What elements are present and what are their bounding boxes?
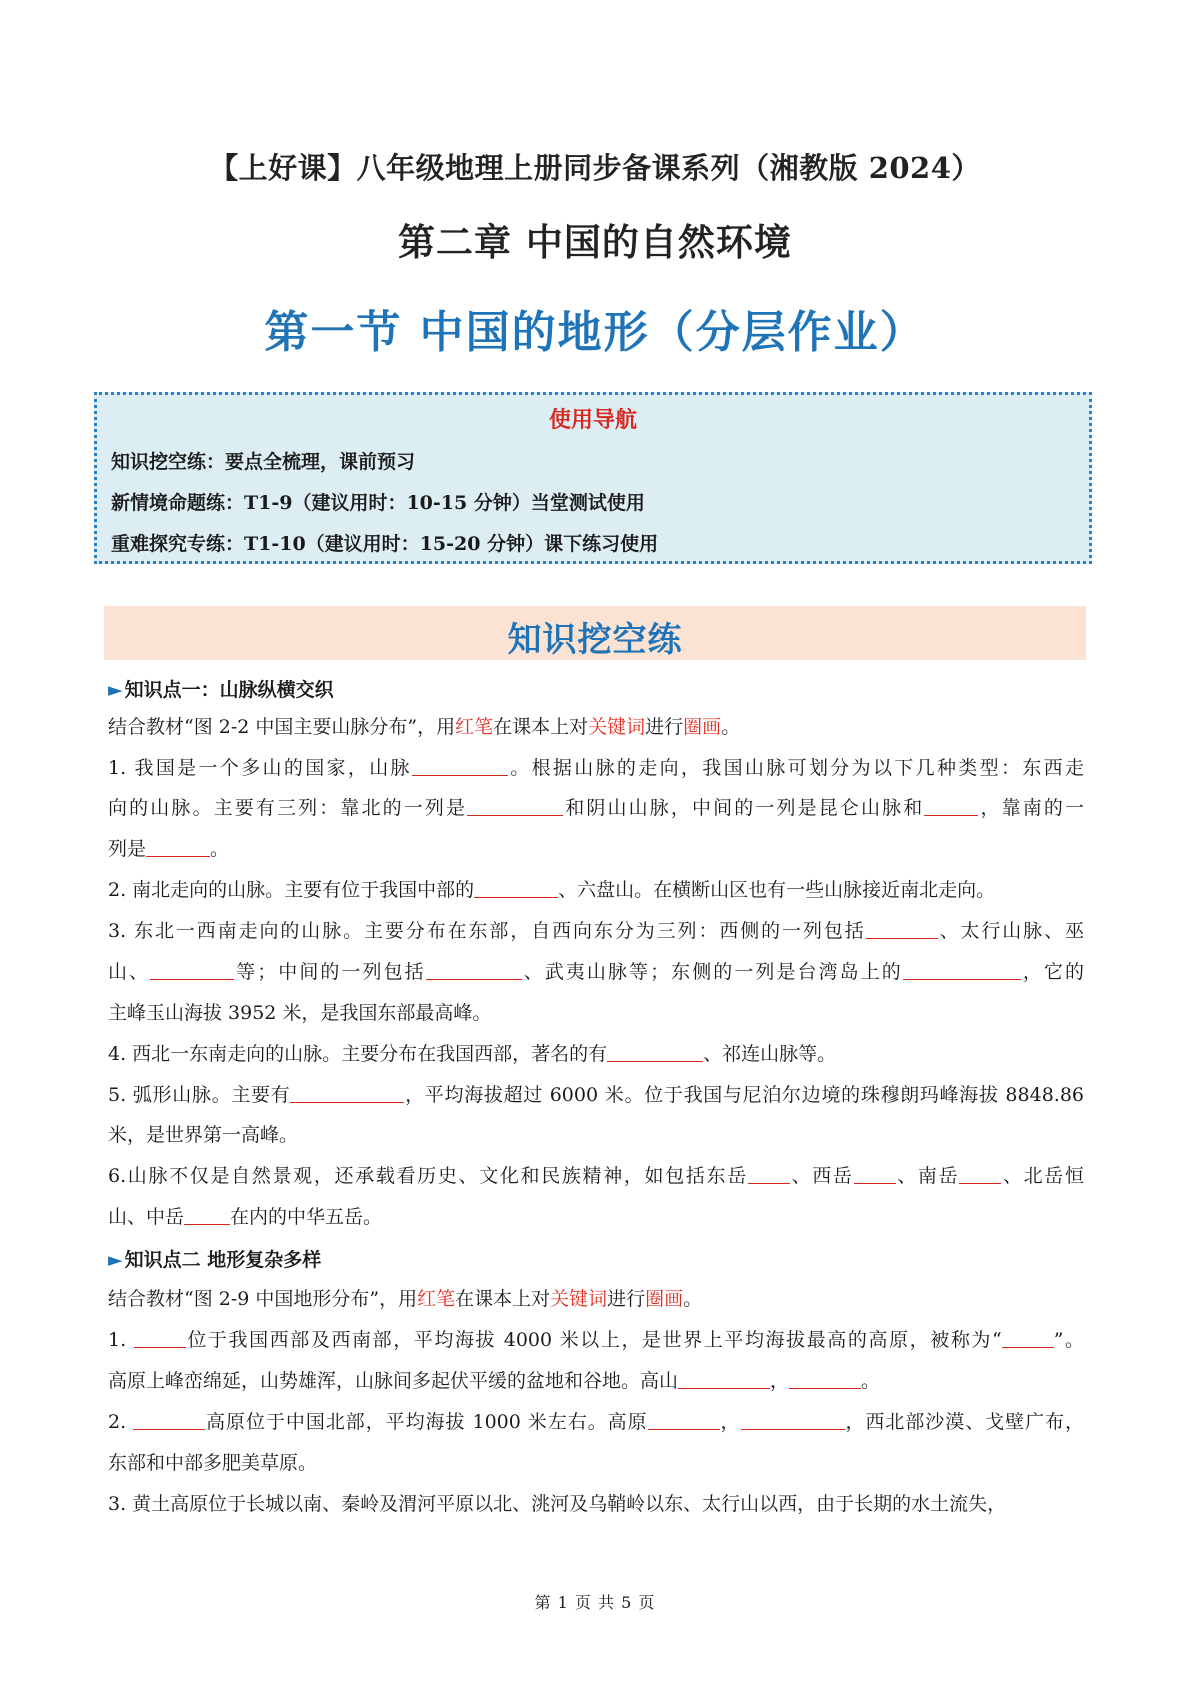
kp2-q1-line2	[108, 1368, 1084, 1394]
triangle-marker-icon: ►	[108, 679, 123, 701]
text: 、西岳	[789, 1165, 854, 1187]
section-banner	[104, 606, 1086, 660]
text: ，	[719, 1411, 741, 1433]
kp2-intro	[108, 1286, 1084, 1312]
fill-blank[interactable]	[648, 1409, 720, 1430]
fill-blank[interactable]	[426, 959, 522, 980]
text: ，它的	[1020, 961, 1084, 983]
kp1-q5-line2	[108, 1122, 1084, 1148]
text: 和阴山山脉，中间的一列是昆仑山脉和	[563, 797, 925, 819]
text: 进行	[645, 716, 684, 738]
banner-title: 知识挖空练	[507, 620, 683, 660]
text: 列是	[108, 838, 147, 860]
kp2-q2-line1	[108, 1409, 1084, 1435]
text: 、祁连山脉等。	[703, 1043, 837, 1065]
text: 、南岳	[895, 1165, 960, 1187]
kp1-q2	[108, 877, 1084, 903]
triangle-marker-icon: ►	[108, 1249, 123, 1271]
fill-blank[interactable]	[474, 877, 558, 898]
kp1-q1-line3	[108, 836, 1084, 862]
kp1-q6-line2	[108, 1204, 1084, 1230]
text: 、太行山脉、巫	[937, 920, 1084, 942]
text: ，平均海拔超过 6000 米。位于我国与尼泊尔边境的珠穆朗玛峰海拔 8848.86	[404, 1084, 1084, 1106]
chapter-title: 第二章 中国的自然环境	[398, 220, 792, 264]
nav-line-difficult: 重难探究专练：T1-10（建议用时：15-20 分钟）课下练习使用	[111, 533, 659, 555]
text: 结合教材“图 2-2 中国主要山脉分布”，用	[108, 716, 456, 738]
section-title: 第一节 中国的地形（分层作业）	[264, 307, 926, 358]
nav-line-new-scenario: 新情境命题练：T1-9（建议用时：10-15 分钟）当堂测试使用	[111, 492, 645, 514]
text: 。	[683, 1288, 703, 1310]
red-text: 关键词	[588, 716, 646, 738]
kp1-q1-line1	[108, 755, 1084, 781]
text: 。	[861, 1370, 881, 1392]
fill-blank[interactable]	[607, 1041, 703, 1062]
text: 位于我国西部及西南部，平均海拔 4000 米以上，是世界上平均海拔最高的高原，被称为“	[185, 1329, 1002, 1351]
fill-blank[interactable]	[184, 1204, 230, 1225]
text: ，靠南的一	[978, 797, 1084, 819]
text: 米，是世界第一高峰。	[108, 1124, 299, 1146]
red-text: 关键词	[550, 1288, 608, 1310]
nav-line-knowledge: 知识挖空练：要点全梳理，课前预习	[111, 451, 416, 473]
text: 、六盘山。在横断山区也有一些山脉接近南北走向。	[558, 879, 996, 901]
text: 2.	[108, 1411, 134, 1433]
text: 2. 南北走向的山脉。主要有位于我国中部的	[108, 879, 475, 901]
text: 、北岳恒	[1001, 1165, 1084, 1187]
text: 3. 东北一西南走向的山脉。主要分布在东部，自西向东分为三列：西侧的一列包括	[108, 920, 866, 942]
text: 4. 西北一东南走向的山脉。主要分布在我国西部，著名的有	[108, 1043, 608, 1065]
page-footer: 第 1 页 共 5 页	[534, 1593, 656, 1612]
text: 3. 黄土高原位于长城以南、秦岭及渭河平原以北、洮河及乌鞘岭以东、太行山以西，由于长期的水土流失，	[108, 1493, 1007, 1515]
kp2-q3-line1	[108, 1491, 1084, 1517]
kp2-q2-line2	[108, 1450, 1084, 1476]
fill-blank[interactable]	[903, 959, 1021, 980]
text: 6.山脉不仅是自然景观，还承载看历史、文化和民族精神，如包括东岳	[108, 1165, 748, 1187]
fill-blank[interactable]	[1002, 1327, 1054, 1348]
kp1-heading-text: 知识点一：山脉纵横交织	[124, 679, 334, 701]
text: ，	[770, 1370, 790, 1392]
text: ，西北部沙漠、戈壁广布，	[844, 1411, 1084, 1433]
text: 。根据山脉的走向，我国山脉可划分为以下几种类型：东西走	[507, 757, 1084, 779]
usage-navigation-box	[94, 392, 1092, 564]
kp1-q4	[108, 1041, 1084, 1067]
nav-heading: 使用导航	[548, 407, 637, 433]
fill-blank[interactable]	[959, 1163, 1001, 1184]
text: 1. 我国是一个多山的国家，山脉	[108, 757, 412, 779]
red-text: 圈画	[645, 1288, 684, 1310]
text: 高原上峰峦绵延，山势雄浑，山脉间多起伏平缓的盆地和谷地。高山	[108, 1370, 679, 1392]
text: 结合教材“图 2-9 中国地形分布”，用	[108, 1288, 418, 1310]
kp1-q5-line1	[108, 1082, 1084, 1108]
knowledge-point-1-heading	[108, 675, 334, 702]
fill-blank[interactable]	[412, 755, 508, 776]
text: 向的山脉。主要有三列：靠北的一列是	[108, 797, 468, 819]
fill-blank[interactable]	[748, 1163, 790, 1184]
fill-blank[interactable]	[741, 1409, 845, 1430]
fill-blank[interactable]	[854, 1163, 896, 1184]
fill-blank[interactable]	[150, 959, 234, 980]
text: 等；中间的一列包括	[234, 961, 426, 983]
text: ”。	[1053, 1329, 1085, 1351]
fill-blank[interactable]	[467, 795, 563, 816]
text: 进行	[607, 1288, 646, 1310]
text: 1.	[108, 1329, 134, 1351]
series-title: 【上好课】八年级地理上册同步备课系列（湘教版 2024）	[209, 151, 981, 185]
text: 。	[721, 716, 741, 738]
kp2-q1-line1	[108, 1327, 1084, 1353]
kp1-q3-line3	[108, 1000, 1084, 1026]
text: 在课本上对	[493, 716, 589, 738]
text: 主峰玉山海拔 3952 米，是我国东部最高峰。	[108, 1002, 492, 1024]
fill-blank[interactable]	[866, 918, 938, 939]
red-text: 红笔	[455, 716, 494, 738]
text: 、武夷山脉等；东侧的一列是台湾岛上的	[521, 961, 903, 983]
text: 东部和中部多肥美草原。	[108, 1452, 318, 1474]
fill-blank[interactable]	[146, 836, 210, 857]
fill-blank[interactable]	[133, 1409, 205, 1430]
kp1-q6-line1	[108, 1163, 1084, 1189]
text: 。	[210, 838, 230, 860]
text: 在内的中华五岳。	[230, 1206, 383, 1228]
kp2-heading-text: 知识点二 地形复杂多样	[124, 1249, 322, 1271]
red-text: 圈画	[683, 716, 722, 738]
fill-blank[interactable]	[789, 1368, 861, 1389]
text: 高原位于中国北部，平均海拔 1000 米左右。高原	[205, 1411, 648, 1433]
fill-blank[interactable]	[924, 795, 978, 816]
kp1-q3-line2	[108, 959, 1084, 985]
fill-blank[interactable]	[134, 1327, 186, 1348]
kp1-q1-line2	[108, 795, 1084, 821]
fill-blank[interactable]	[290, 1082, 404, 1103]
red-text: 红笔	[417, 1288, 456, 1310]
text: 在课本上对	[455, 1288, 551, 1310]
fill-blank[interactable]	[678, 1368, 770, 1389]
kp1-intro	[108, 714, 1084, 740]
text: 山、中岳	[108, 1206, 185, 1228]
text: 5. 弧形山脉。主要有	[108, 1084, 291, 1106]
knowledge-point-2-heading	[108, 1245, 321, 1272]
text: 山、	[108, 961, 151, 983]
kp1-q3-line1	[108, 918, 1084, 944]
